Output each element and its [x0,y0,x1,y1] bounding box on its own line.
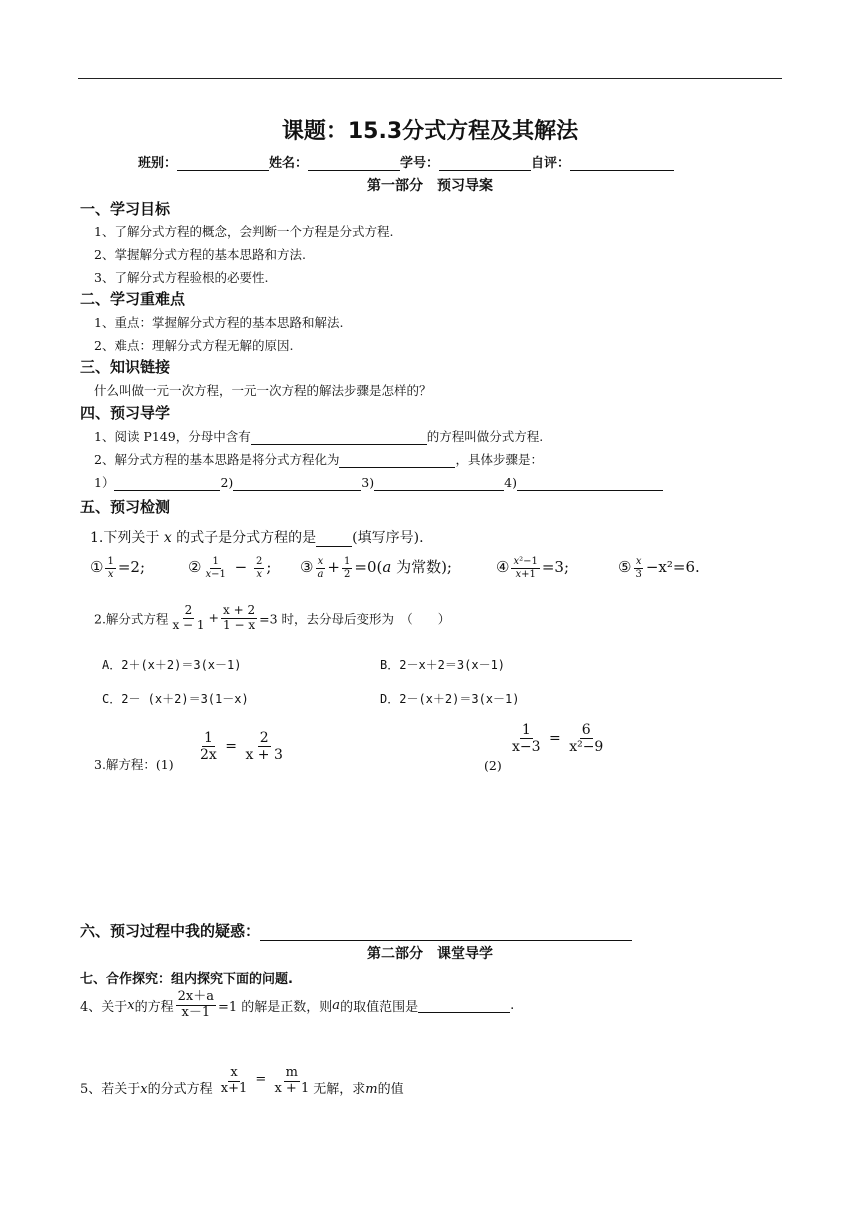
q2-a: 2.解分式方程 [94,611,169,627]
s7-heading: 七、合作探究：组内探究下面的问题. [80,972,293,987]
o2-frac-a: $\frac{1}{x-1}$ [205,556,226,580]
o2-mark: ② [188,558,202,576]
s4-item2-b: ，具体步骤是： [455,452,543,467]
q5-frac-left: $\frac{x}{x+1}$ [220,1065,248,1096]
o5-mark: ⑤ [618,558,632,576]
s2-heading: 二、学习重难点 [80,290,186,308]
s3-heading: 三、知识链接 [80,358,171,376]
name-label: 姓名： [269,156,309,171]
s4-item1-a: 1、阅读 P149，分母中含有 [94,429,251,444]
q1-option-3: ③ $\frac{x}{a}$ + $\frac{1}{2}$ =0(a 为常数); [300,556,452,580]
o3-frac-a: $\frac{x}{a}$ [317,556,324,580]
q2-choice-b[interactable]: B．2－x＋2＝3(x－1) [380,658,506,672]
o3-tail: =0( [354,558,383,576]
q5-c: 无解，求 [313,1081,366,1097]
q5-text: 5、若关于x的分式方程 $\frac{x}{x+1}$ = $\frac{m}{x + 1}$ 无解，求m的值 [80,1065,404,1097]
top-rule [78,78,782,79]
s1-heading: 一、学习目标 [80,200,171,218]
o5-frac: $\frac{x}{3}$ [635,556,642,580]
id-field[interactable] [439,156,531,171]
class-label: 班别： [138,156,178,171]
s2-item: 2、难点：理解分式方程无解的原因. [94,338,294,353]
step-label: 2) [220,475,234,490]
self-eval-field[interactable] [570,156,674,171]
s6-heading-text: 六、预习过程中我的疑惑： [80,922,261,940]
q2-choice-c[interactable]: C．2－ (x＋2)＝3(1－x) [102,692,249,706]
q4-b: 的方程 [134,999,174,1015]
page-title: 课题：15.3分式方程及其解法 [281,119,579,144]
q5-x: x [140,1081,148,1097]
step-label: 3) [361,475,375,490]
q2-b: =3 时，去分母后变形为 （ ） [259,611,451,627]
q4-e: . [510,997,515,1013]
q5-b: 的分式方程 [147,1081,213,1097]
s3-text: 什么叫做一元一次方程，一元一次方程的解法步骤是怎样的？ [94,383,432,398]
s4-item1-b: 的方程叫做分式方程. [426,429,544,444]
q5-a: 5、若关于 [80,1081,141,1097]
step-blank[interactable] [517,476,663,491]
q4-frac: $\frac{2x+a}{x-1}$ [177,989,214,1020]
step-label: 4) [504,475,517,490]
q1-x: x [163,530,172,546]
q4-c: =1 的解是正数，则 [218,999,333,1015]
q3-eq2-right: $\frac{6}{\text{x²−9}}$ [569,722,604,756]
s4-item2 [94,450,543,468]
s4-blank2[interactable] [339,453,455,468]
o2-tail: ; [266,558,272,576]
o4-mark: ④ [496,558,510,576]
q4-a-var: a [332,997,341,1013]
o4-frac: $\frac{\text{x²−1}}{x+1}$ [513,556,538,580]
step-blank[interactable] [114,476,220,491]
q1-answer-blank[interactable] [316,530,352,547]
q4-d: 的取值范围是 [340,999,419,1015]
q3-eq1-right: $\frac{2}{x + 3}$ [245,730,283,764]
part1-title: 第一部分 预习导案 [367,178,493,194]
q1-option-2: ② $\frac{1}{x-1}$ − $\frac{2}{x}$ ; [188,556,272,580]
o1-frac: $\frac{1}{x}$ [107,556,114,580]
info-line [138,152,674,171]
q5-frac-right: $\frac{m}{x + 1}$ [274,1065,310,1096]
q4-x: x [127,997,135,1013]
q5-m: m [365,1081,378,1097]
q3-p2-label: (2) [484,758,502,773]
q3-label: 3.解方程：(1) [94,757,174,772]
s1-item: 1、了解分式方程的概念，会判断一个方程是分式方程. [94,224,394,239]
o4-tail: =3; [541,558,570,576]
q2-frac1: $\frac{2}{x - 1}$ [172,603,205,632]
q1-c: (填写序号). [352,530,424,546]
o3-mark: ③ [300,558,314,576]
q3-eq2: $\frac{1}{x-3}$ = $\frac{6}{\text{x²−9}}$ [512,722,604,756]
q2-text: 2.解分式方程 $\frac{2}{x - 1}$ + $\frac{x + 2}{1 - x}$ =3 时，去分母后变形为 （ ） [94,603,451,632]
step-blank[interactable] [374,476,504,491]
part2-title: 第二部分 课堂导学 [367,946,493,962]
q3-eq1: $\frac{1}{2x}$ = $\frac{2}{x + 3}$ [200,730,283,764]
s6-heading [80,920,632,941]
s2-item: 1、重点：掌握解分式方程的基本思路和解法. [94,315,344,330]
q1-b: 的式子是分式方程的是 [176,530,317,546]
q2-choice-d[interactable]: D．2－(x＋2)＝3(x－1) [380,692,520,706]
s4-steps [94,473,663,491]
q1-option-4 [496,556,569,580]
q2-frac2: $\frac{x + 2}{1 - x}$ [223,603,256,632]
q1-option-1 [90,556,145,580]
s1-item: 3、了解分式方程验根的必要性. [94,270,269,285]
o3-a: a [382,558,392,576]
s1-item: 2、掌握解分式方程的基本思路和方法. [94,247,306,262]
s4-item2-a: 2、解分式方程的基本思路是将分式方程化为 [94,452,340,467]
s6-answer-line[interactable] [260,924,632,941]
q3-eq1-left: $\frac{1}{2x}$ [200,730,217,764]
s4-heading: 四、预习导学 [80,404,171,422]
q1-option-5 [618,556,700,580]
q4-text [80,990,514,1021]
name-field[interactable] [308,156,400,171]
q3-eq2-left: $\frac{1}{x-3}$ [512,722,541,756]
q1-text [90,527,424,547]
step-blank[interactable] [233,476,361,491]
o1-mark: ① [90,558,104,576]
o5-tail: −x²=6. [645,558,700,576]
o3-frac-b: $\frac{1}{2}$ [344,556,351,580]
o1-tail: =2; [117,558,145,576]
class-field[interactable] [177,156,269,171]
q4-a: 4、关于 [80,999,128,1015]
s4-item1 [94,427,543,445]
q1-a: 1.下列关于 [90,530,160,546]
s5-heading: 五、预习检测 [80,498,171,516]
q4-answer-blank[interactable] [418,998,510,1013]
id-label: 学号： [400,156,440,171]
step-label: 1） [94,475,115,490]
s4-blank1[interactable] [251,430,427,445]
q5-d: 的值 [377,1081,404,1097]
self-eval-label: 自评： [531,156,571,171]
o3-note: 为常数); [391,558,452,576]
o2-frac-b: $\frac{2}{x}$ [255,556,263,580]
q2-choice-a[interactable]: A．2＋(x＋2)＝3(x－1) [102,658,242,672]
